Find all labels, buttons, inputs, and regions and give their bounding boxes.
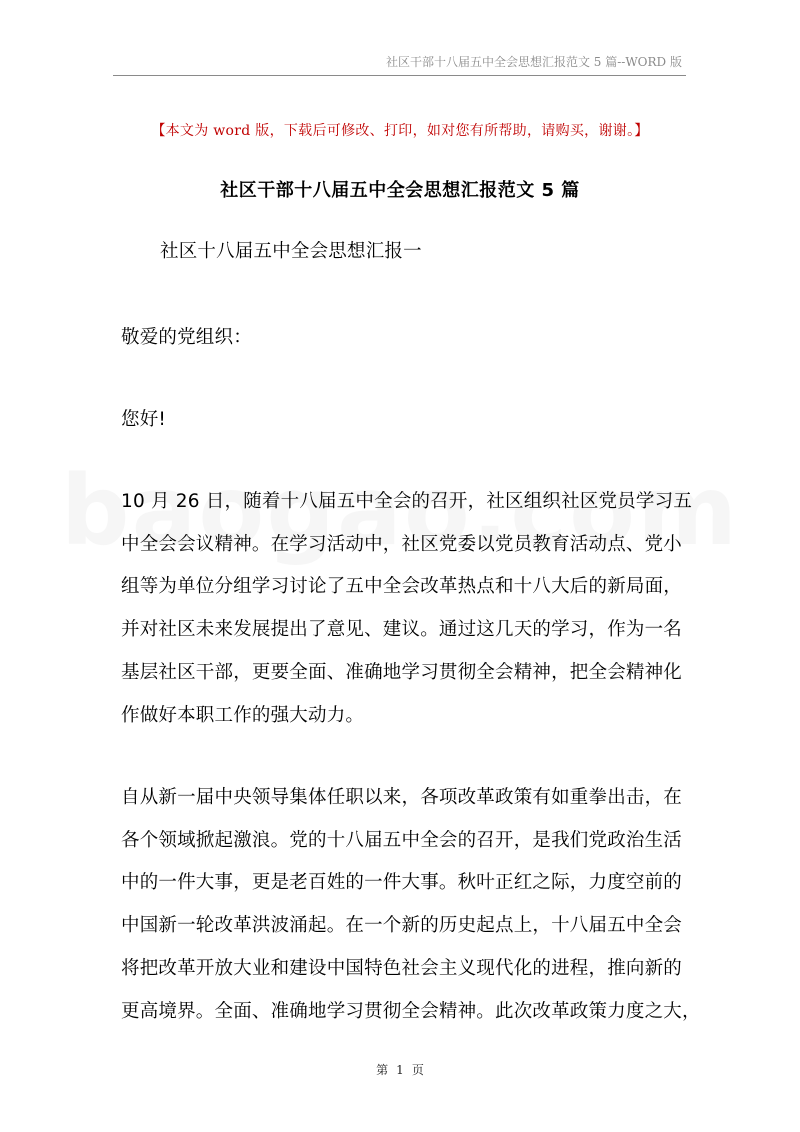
paragraph-line: 并对社区未来发展提出了意见、建议。通过这几天的学习，作为一名 [121,619,683,640]
paragraph-line: 10 月 26 日，随着十八届五中全会的召开，社区组织社区党员学习五 [121,491,693,512]
paragraph-line: 中的一件大事，更是老百姓的一件大事。秋叶正红之际，力度空前的 [121,872,683,893]
footer-prefix: 第 [376,1063,389,1077]
greeting: 您好! [121,409,167,430]
salutation: 敬爱的党组织： [121,327,252,348]
paragraph-line: 作做好本职工作的强大动力。 [121,705,365,726]
paragraph-line: 中全会会议精神。在学习活动中，社区党委以党员教育活动点、党小 [121,534,683,555]
paragraph-line: 自从新一届中央领导集体任职以来，各项改革政策有如重拳出击，在 [121,787,683,808]
header-rule [113,75,686,76]
document-title: 社区干部十八届五中全会思想汇报范文 5 篇 [220,180,580,201]
download-notice: 【本文为 word 版，下载后可修改、打印，如对您有所帮助，请购买，谢谢。】 [151,123,649,139]
paragraph-line: 基层社区干部，更要全面、准确地学习贯彻全会精神，把全会精神化 [121,662,683,683]
page-footer [0,1061,800,1078]
page-number: 1 [396,1063,404,1077]
paragraph-line: 各个领域掀起激浪。党的十八届五中全会的召开，是我们党政治生活 [121,830,683,851]
paragraph-line: 中国新一轮改革洪波涌起。在一个新的历史起点上，十八届五中全会 [121,915,683,936]
paragraph-line: 将把改革开放大业和建设中国特色社会主义现代化的进程，推向新的 [121,958,683,979]
paragraph-line: 组等为单位分组学习讨论了五中全会改革热点和十八大后的新局面， [121,576,683,597]
section-heading: 社区十八届五中全会思想汇报一 [160,241,422,262]
paragraph-line: 更高境界。全面、准确地学习贯彻全会精神。此次改革政策力度之大， [121,1001,701,1022]
running-header: 社区干部十八届五中全会思想汇报范文 5 篇--WORD 版 [385,55,682,69]
footer-suffix: 页 [411,1063,424,1077]
